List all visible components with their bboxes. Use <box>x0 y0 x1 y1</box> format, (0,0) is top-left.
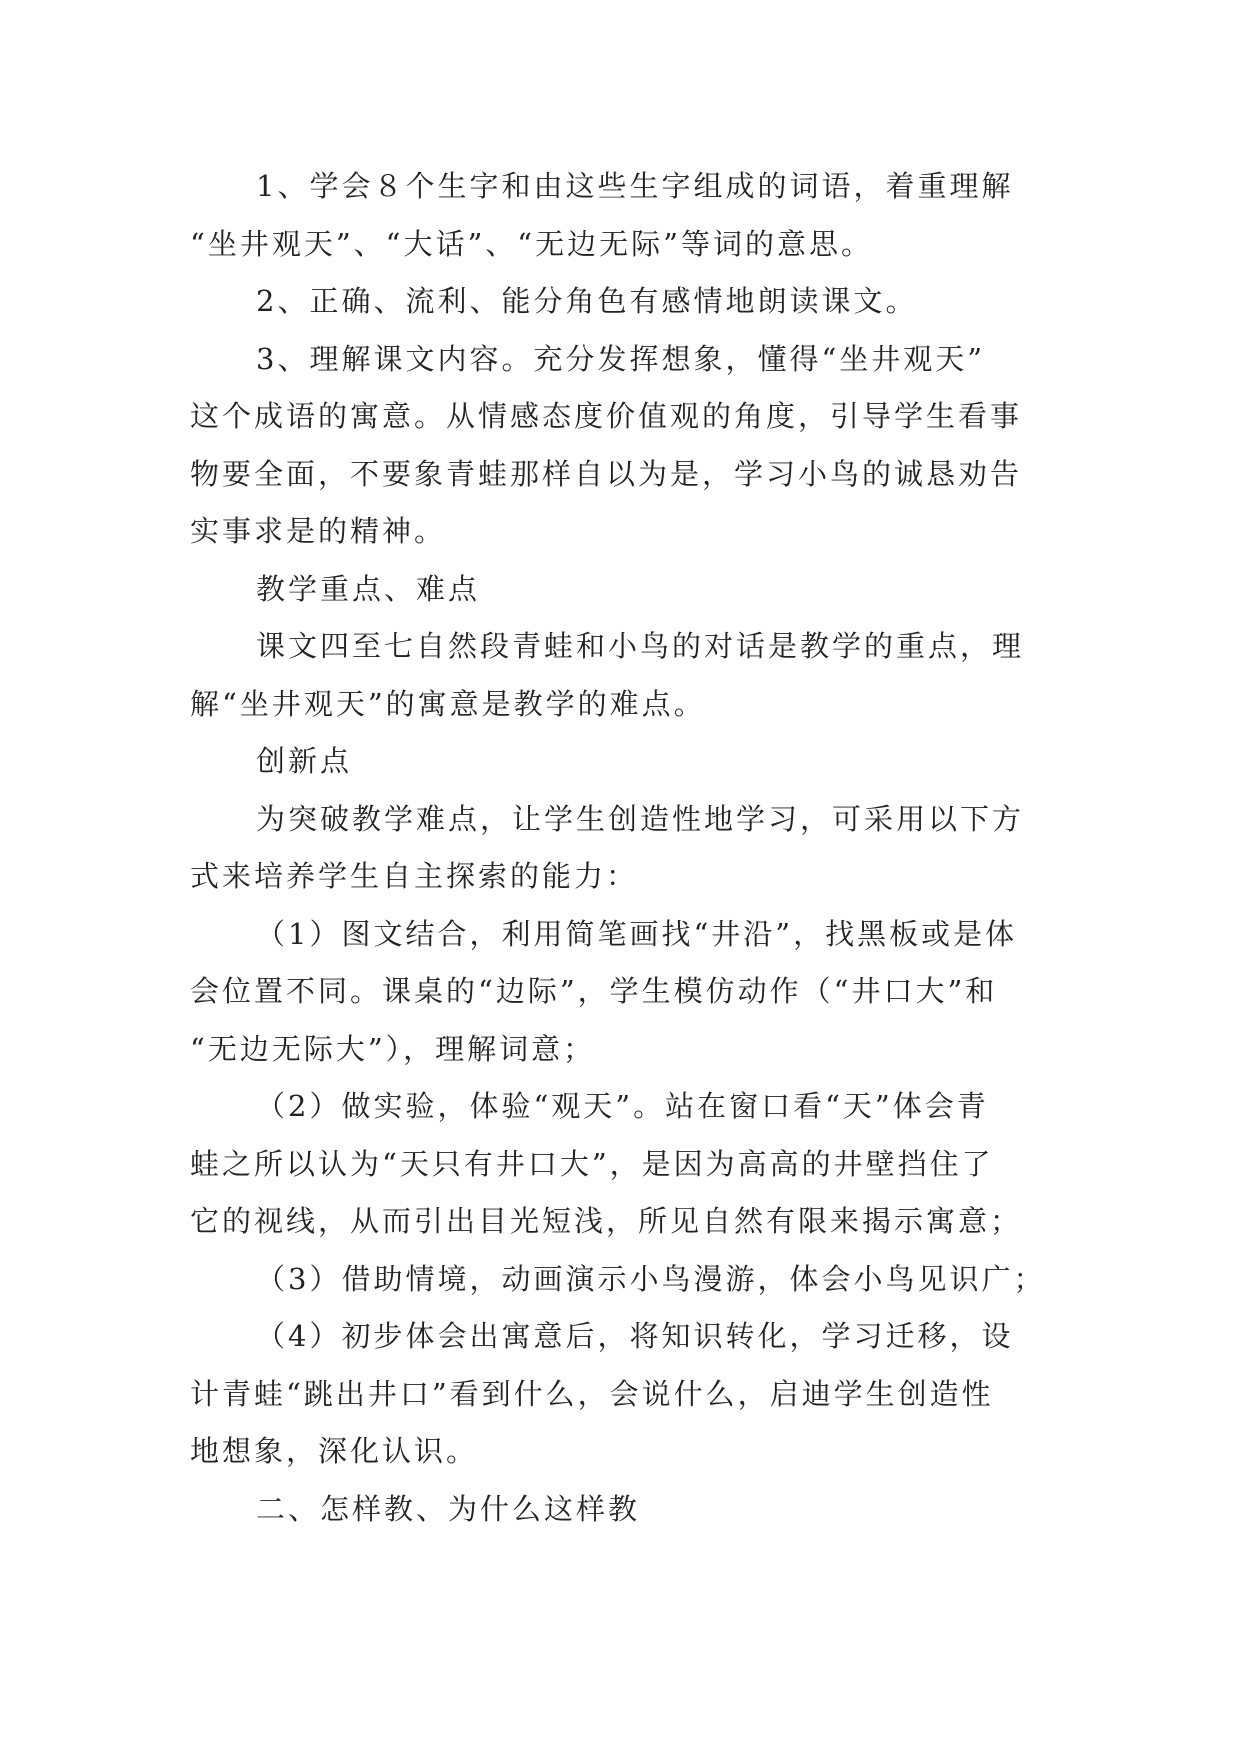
paragraph-line: 实事求是的精神。 <box>190 514 447 548</box>
document-body <box>190 158 1060 1538</box>
paragraph-line: 物要全面，不要象青蛙那样自以为是，学习小鸟的诚恳劝告 <box>190 456 1023 491</box>
paragraph-line: 3、理解课文内容。充分发挥想象，懂得“坐井观天” <box>256 341 986 376</box>
paragraph-line: 蛙之所以认为“天只有井口大”，是因为高高的井壁挡住了 <box>190 1146 994 1181</box>
paragraph-line: 课文四至七自然段青蛙和小鸟的对话是教学的重点，理 <box>256 629 1025 663</box>
section-heading: 二、怎样教、为什么这样教 <box>256 1491 641 1526</box>
paragraph-line: 它的视线，从而引出目光短浅，所见自然有限来揭示寓意； <box>190 1204 1023 1238</box>
paragraph-line: “无边无际大”），理解词意； <box>190 1031 596 1066</box>
paragraph-line: （1）图文结合，利用简笔画找“井沿”，找黑板或是体 <box>256 916 1018 951</box>
paragraph-line: 1、学会８个生字和由这些生字组成的词语，着重理解 <box>256 169 1014 203</box>
paragraph-line: （3）借助情境，动画演示小鸟漫游，体会小鸟见识广； <box>256 1261 1046 1296</box>
section-heading: 教学重点、难点 <box>256 571 481 606</box>
paragraph-line: 式来培养学生自主探索的能力： <box>190 859 639 893</box>
paragraph-line: 计青蛙“跳出井口”看到什么，会说什么，启迪学生创造性 <box>190 1376 994 1411</box>
paragraph-line: 为突破教学难点，让学生创造性地学习，可采用以下方 <box>256 801 1025 836</box>
paragraph-line: 地想象，深化认识。 <box>190 1434 479 1468</box>
paragraph-line: （2）做实验，体验“观天”。站在窗口看“天”体会青 <box>256 1089 989 1123</box>
paragraph-line: 2、正确、流利、能分角色有感情地朗读课文。 <box>256 284 918 318</box>
paragraph-line: （4）初步体会出寓意后，将知识转化，学习迁移，设 <box>256 1319 1014 1353</box>
paragraph-line: 会位置不同。课桌的“边际”，学生模仿动作（“井口大”和 <box>190 974 998 1008</box>
paragraph-line: “坐井观天”、“大话”、“无边无际”等词的意思。 <box>190 226 873 261</box>
paragraph-line: 解“坐井观天”的寓意是教学的难点。 <box>190 686 706 721</box>
paragraph-line: 这个成语的寓意。从情感态度价值观的角度，引导学生看事 <box>190 399 1023 433</box>
section-heading: 创新点 <box>256 744 353 778</box>
